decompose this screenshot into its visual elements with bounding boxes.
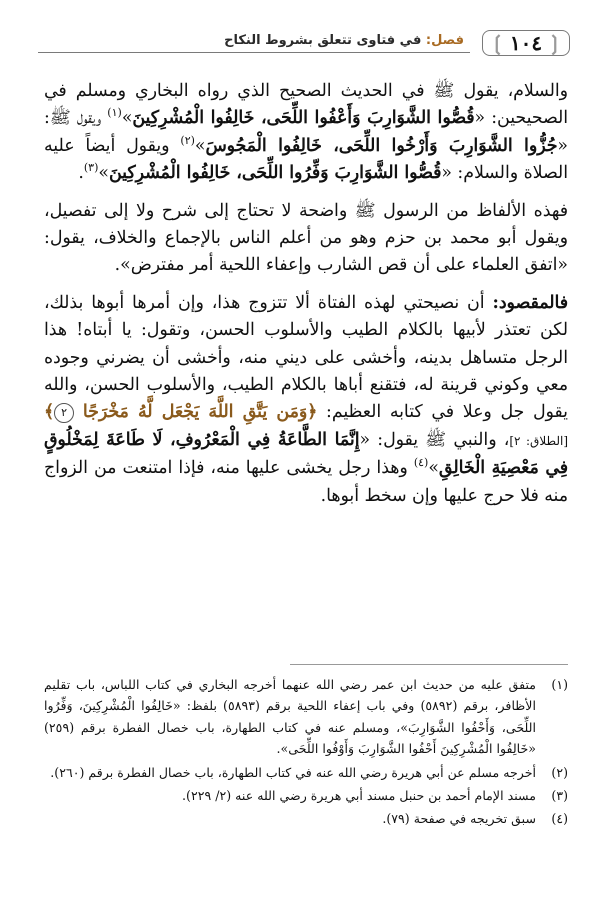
para3-lead: فالمقصود: (492, 292, 568, 313)
footnote-ref-3[interactable]: (٣) (83, 161, 99, 175)
footnote-text: أخرجه مسلم عن أبي هريرة رضي الله عنه في كتاب الطهارة، باب خصال الفطرة برقم (٢٦٠). (50, 764, 536, 780)
footnote-text: سبق تخريجه في صفحة (٧٩). (382, 811, 536, 827)
hadith-quote-4: إِنَّمَا الطَّاعَةُ فِي الْمَعْرُوفِ، لَا طَاعَةَ لِمَخْلُوقٍ فِي مَعْصِيَةِ الْخَالِقِ (44, 429, 568, 479)
verse-reference: [الطلاق: ٢] (509, 433, 569, 448)
footnote (44, 785, 568, 806)
hadith-quote-1: قُصُّوا الشَّوَارِبَ وَأَعْفُوا اللِّحَى، خَالِفُوا الْمُشْرِكِينَ (132, 108, 475, 129)
para3-text-b: ، والنبي ﷺ يقول: « (359, 429, 510, 450)
main-text (44, 78, 568, 520)
footnote-number: (١) (551, 677, 568, 692)
page-number: ١٠٤ (509, 31, 543, 55)
quote-close-1: » (121, 108, 133, 129)
footnote-number: (٤) (551, 811, 568, 827)
bracket-right: ❳ (489, 31, 506, 55)
chapter-title: في فتاوى تتعلق بشروط النكاح (224, 33, 422, 48)
quote-close-2: » (194, 135, 206, 156)
footnote-number: (٣) (551, 788, 568, 804)
paragraph-1 (44, 78, 568, 188)
hadith-quote-2: جُزُّوا الشَّوَارِبَ وَأَرْخُوا اللِّحَى، خَالِفُوا الْمَجُوسَ (205, 135, 558, 156)
hadith-quote-3: قُصُّوا الشَّوَارِبَ وَفِّرُوا اللِّحَى، خَالِفُوا الْمُشْرِكِينَ (108, 163, 442, 184)
page-number-box (482, 30, 570, 56)
section-label: فصل: (425, 33, 464, 48)
footnote-number: (٢) (551, 764, 568, 780)
footnote-separator (290, 664, 568, 665)
header-rule (38, 52, 470, 53)
quote-close-4: » (428, 458, 439, 479)
footnote (44, 808, 568, 829)
para1-text-a: والسلام، يقول ﷺ في الحديث الصحيح الذي رواه البخاري ومسلم في الصحيحين: « (44, 81, 569, 129)
footnote (44, 762, 568, 783)
footnote-text: مسند الإمام أحمد بن حنبل مسند أبي هريرة رضي الله عنه (٢/ ٢٢٩). (182, 788, 536, 804)
paragraph-3 (44, 290, 568, 510)
verse-close: ﴾ (44, 402, 55, 423)
footnote-ref-2[interactable]: (٢) (180, 134, 195, 148)
running-title (224, 33, 464, 48)
bracket-left: ❲ (546, 31, 563, 55)
quran-verse: ﴿وَمَن يَتَّقِ اللَّهَ يَجْعَل لَّهُ مَخْرَجًا (82, 402, 318, 423)
para1-text-b: ويقول ﷺ: « (44, 108, 568, 156)
verse-number-ornament: ٢ (54, 403, 74, 423)
para3-text-c: وهذا رجل يخشى عليها منه، فإذا امتنعت من الزواج منه فلا حرج عليها وإن سخط أبوها. (44, 458, 568, 506)
para1-text-c: ويقول أيضاً عليه الصلاة والسلام: « (44, 135, 568, 184)
page-header (38, 28, 574, 62)
footnote (44, 674, 568, 760)
footnotes (44, 674, 568, 832)
footnote-ref-1[interactable]: (١) (107, 106, 122, 120)
paragraph-2: فهذه الألفاظ من الرسول ﷺ واضحة لا تحتاج إلى شرح ولا إلى تفصيل، ويقول أبو محمد بن حزم وهو من أعلم الناس بالإجماع والخلاف، يقول: «اتفق العلماء على أن قص الشارب وإعفاء اللحية أمر مفترض». (44, 200, 568, 276)
footnote-ref-4[interactable]: (٤) (413, 456, 429, 470)
footnote-text: متفق عليه من حديث ابن عمر رضي الله عنهما أخرجه البخاري في كتاب اللباس، باب تقليم الأظافر، برقم (٥٨٩٢) وفي باب إعفاء اللحية برقم (٥٨٩٣) بلفظ: «خَالِفُوا الْمُشْرِكِينَ، وَفِّرُوا اللِّحَى، وَأَحْفُوا الشَّوَارِبَ»، ومسلم عنه في كتاب الطهارة، باب خصال الفطرة برقم (٢٥٩) «خَالِفُوا الْمُشْرِكِينَ أَحْفُوا الشَّوَارِبَ وَأَوْفُوا اللِّحَى». (44, 677, 536, 757)
quote-close-3: » (98, 163, 109, 184)
para1-end: . (78, 163, 84, 184)
para3-text-a: أن نصيحتي لهذه الفتاة ألا تتزوج هذا، وإن أمرها أبوها بذلك، لكن تعتذر لأبيها بالكلام الطيب والأسلوب الحسن، وتقول: يا أبتاه! هذا الرجل متساهل بدينه، وأخشى على ديني منه، وأخشى أن يضرني وجوده معي وكوني قرينة له، فتقنع أباها بالكلام الطيب، والأسلوب الحسن، والله يقول جل وعلا في كتابه العظيم: (44, 292, 568, 423)
